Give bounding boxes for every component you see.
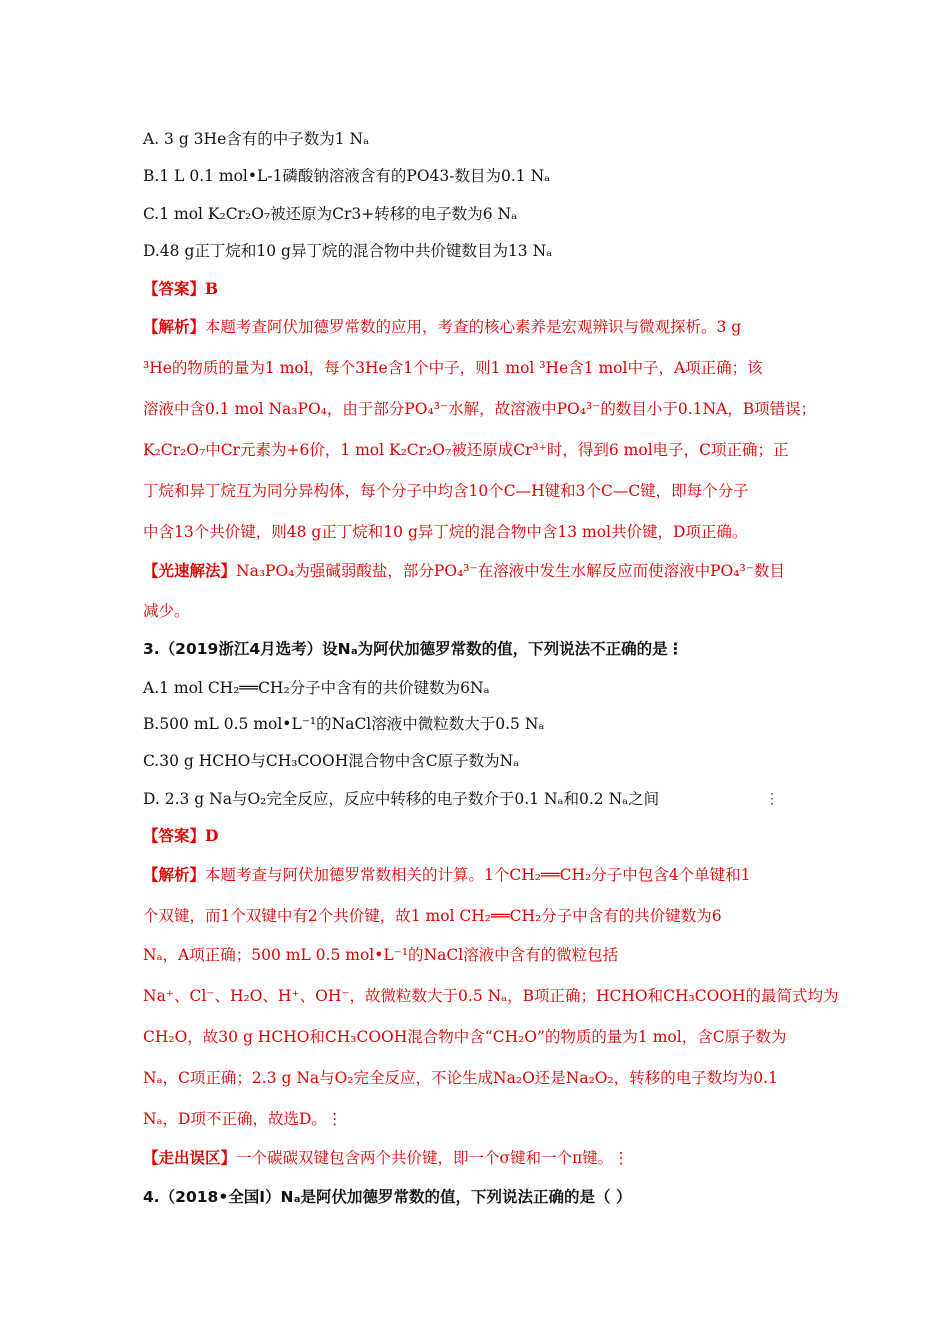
answer-value: D [205, 826, 219, 845]
q2-analysis-line-6: 中含13个共价键，则48 g正丁烷和10 g异丁烷的混合物中含13 mol共价键，D项正确。 [143, 523, 748, 541]
q3-analysis-line-7: Nₐ，D项不正确，故选D。⋮ [143, 1110, 343, 1128]
q3-analysis-line-4: Na⁺、Cl⁻、H₂O、H⁺、OH⁻，故微粒数大于0.5 Nₐ，B项正确；HCHO和CH₃COOH的最简式均为 [143, 987, 839, 1005]
q2-option-b: B.1 L 0.1 mol•L-1磷酸钠溶液含有的PO43-数目为0.1 Nₐ [143, 167, 551, 185]
answer-tag: 【答案】 [143, 279, 206, 298]
q3-analysis-line-3: Nₐ，A项正确；500 mL 0.5 mol•L⁻¹的NaCl溶液中含有的微粒包括 [143, 946, 619, 964]
q2-analysis-line-5: 丁烷和异丁烷互为同分异构体，每个分子中均含10个C—H键和3个C—C键，即每个分子 [143, 482, 749, 500]
q3-analysis-line-5: CH₂O，故30 g HCHO和CH₃COOH混合物中含“CH₂O”的物质的量为1 mol，含C原子数为 [143, 1028, 787, 1046]
q3-stem: 3.（2019浙江4月选考）设Nₐ为阿伏加德罗常数的值，下列说法不正确的是⋮ [143, 640, 684, 658]
analysis-tag: 【解析】 [143, 865, 206, 884]
q3-analysis-line-6: Nₐ，C项正确；2.3 g Na与O₂完全反应，不论生成Na₂O还是Na₂O₂，转移的电子数均为0.1 [143, 1069, 778, 1087]
analysis-text: 本题考查阿伏加德罗常数的应用，考查的核心素养是宏观辨识与微观探析。3 g [205, 318, 742, 336]
analysis-tag: 【解析】 [143, 317, 206, 336]
q2-option-d: D.48 g正丁烷和10 g异丁烷的混合物中共价键数目为13 Nₐ [143, 242, 553, 260]
q3-option-c: C.30 g HCHO与CH₃COOH混合物中含C原子数为Nₐ [143, 752, 520, 770]
q3-tip [143, 1148, 629, 1168]
q2-tip-line-1 [143, 561, 785, 581]
q2-tip-line-2: 减少。 [143, 602, 190, 620]
q3-analysis-line-2: 个双键，而1个双键中有2个共价键，故1 mol CH₂══CH₂分子中含有的共价键数为6 [143, 907, 722, 925]
q3-option-d: D. 2.3 g Na与O₂完全反应，反应中转移的电子数介于0.1 Nₐ和0.2 Nₐ之间 [143, 790, 660, 808]
q2-option-c: C.1 mol K₂Cr₂O₇被还原为Cr3+转移的电子数为6 Nₐ [143, 205, 518, 223]
tip-text: 一个碳碳双键包含两个共价键，即一个σ键和一个π键。⋮ [236, 1149, 629, 1167]
q3-option-a: A.1 mol CH₂══CH₂分子中含有的共价键数为6Nₐ [143, 679, 490, 697]
q3-option-d-mark: ⋮ [765, 791, 779, 807]
q4-stem: 4.（2018•全国I）Nₐ是阿伏加德罗常数的值，下列说法正确的是（ ） [143, 1188, 632, 1206]
answer-value: B [205, 279, 219, 298]
q2-analysis-line-3: 溶液中含0.1 mol Na₃PO₄，由于部分PO₄³⁻水解，故溶液中PO₄³⁻的数目小于0.1NA，B项错误； [143, 400, 817, 418]
q2-option-a: A. 3 g 3He含有的中子数为1 Nₐ [143, 130, 370, 148]
q3-analysis-line-1 [143, 865, 750, 885]
tip-tag: 【光速解法】 [143, 561, 237, 580]
q3-option-b: B.500 mL 0.5 mol•L⁻¹的NaCl溶液中微粒数大于0.5 Nₐ [143, 715, 545, 733]
q2-analysis-line-1 [143, 317, 741, 337]
q2-analysis-line-2: ³He的物质的量为1 mol，每个3He含1个中子，则1 mol ³He含1 mol中子，A项正确；该 [143, 359, 763, 377]
tip-text: Na₃PO₄为强碱弱酸盐，部分PO₄³⁻在溶液中发生水解反应而使溶液中PO₄³⁻数目 [236, 562, 785, 580]
q2-analysis-line-4: K₂Cr₂O₇中Cr元素为+6价，1 mol K₂Cr₂O₇被还原成Cr³⁺时，得到6 mol电子，C项正确；正 [143, 441, 789, 459]
q3-answer [143, 826, 218, 846]
analysis-text: 本题考查与阿伏加德罗常数相关的计算。1个CH₂══CH₂分子中包含4个单键和1 [205, 866, 751, 884]
tip-tag: 【走出误区】 [143, 1148, 237, 1167]
answer-tag: 【答案】 [143, 826, 206, 845]
q2-answer [143, 279, 218, 299]
